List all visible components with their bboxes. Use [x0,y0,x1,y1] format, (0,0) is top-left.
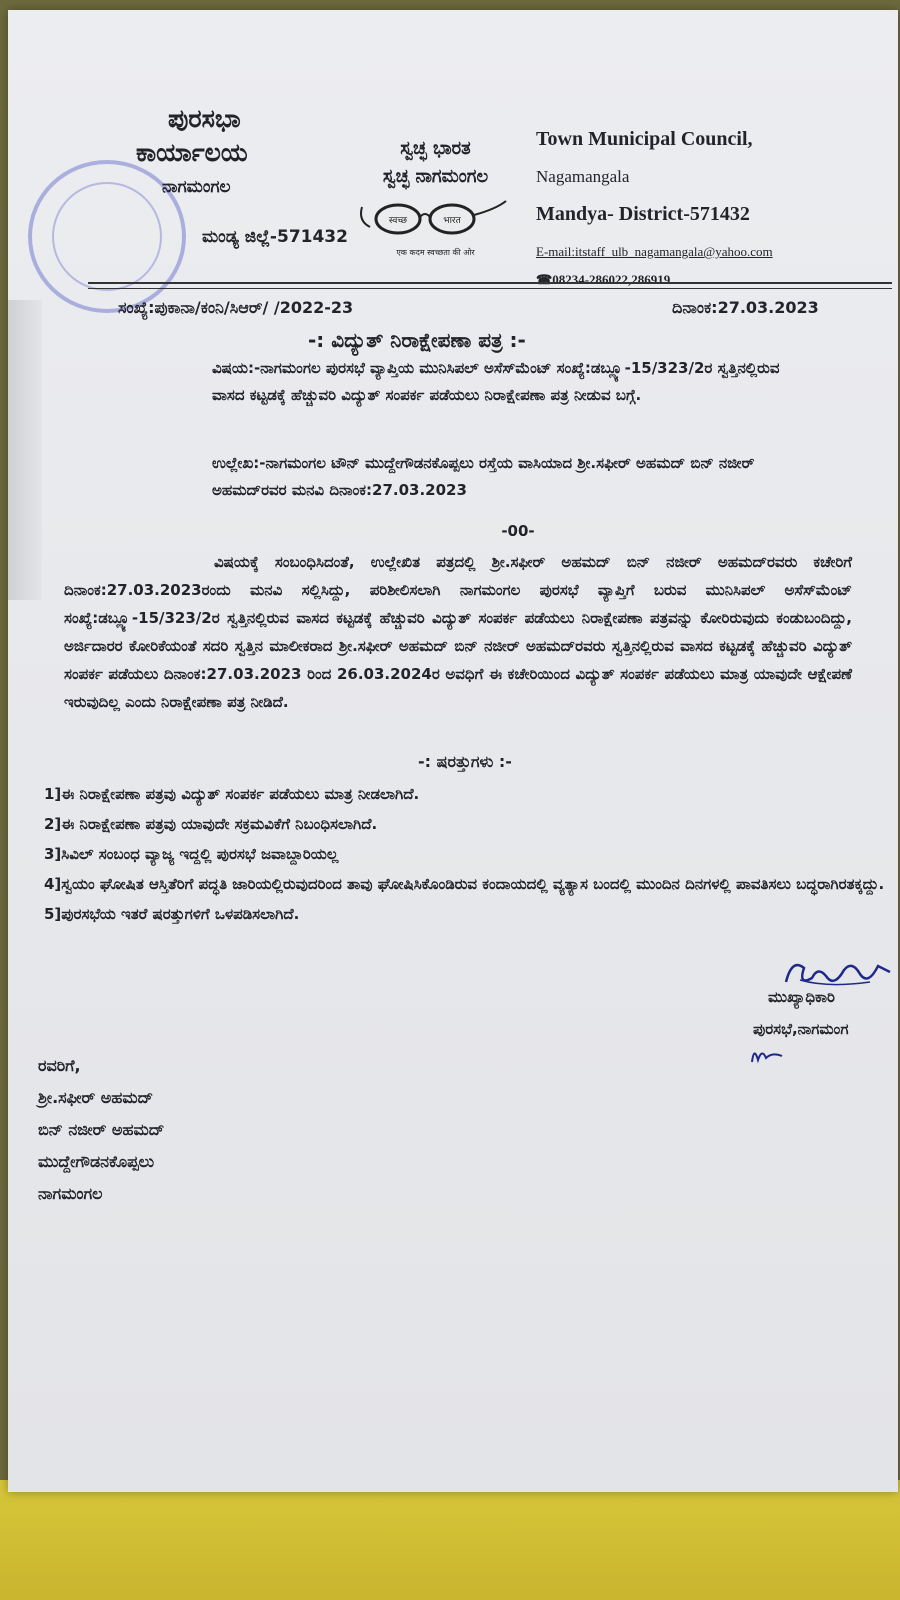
recipient-line: ನಾಗಮಂಗಲ [38,1184,103,1203]
letterhead-en-line2: Nagamangala [536,167,630,186]
swachh-glasses-logo-icon [356,197,516,241]
letterhead-kannada [116,102,348,254]
swachh-logo-right-text: भारत [442,216,461,226]
condition-item: 1]ಈ ನಿರಾಕ್ಷೇಪಣಾ ಪತ್ರವು ವಿದ್ಯುತ್ ಸಂಪರ್ಕ ಪಡೆಯಲು ಮಾತ್ರ ನೀಡಲಾಗಿದೆ. [44,785,420,803]
swachh-tagline: एक कदम स्वच्छता की ओर [396,248,475,257]
letterhead-kn-line1: ಪುರಸಭಾ [168,104,241,133]
handwritten-initials [748,1042,788,1066]
swachh-line2: ಸ್ವಚ್ಛ ನಾಗಮಂಗಲ [382,166,489,187]
letterhead-en-line3: Mandya- District-571432 [536,203,750,225]
subject-paragraph: ವಿಷಯ:-ನಾಗಮಂಗಲ ಪುರಸಭೆ ವ್ಯಾಪ್ತಿಯ ಮುನಿಸಿಪಲ್ ಅಸೆಸ್‌ಮೆಂಟ್ ಸಂಖ್ಯೆ:ಡಬ್ಲ್ಯೂ-15/323/2ರ ಸ್ವತ್ತಿನಲ್ಲಿರುವ ವಾಸದ ಕಟ್ಟಡಕ್ಕೆ ಹೆಚ್ಚುವರಿ ವಿದ್ಯುತ್ ಸಂಪರ್ಕ ಪಡೆಯಲು ನಿರಾಕ್ಷೇಪಣಾ ಪತ್ರ ನೀಡುವ ಬಗ್ಗೆ. [212,359,780,404]
signatory-office: ಪುರಸಭೆ,ನಾಗಮಂಗ [753,1020,849,1038]
section-divider: -00- [501,522,535,540]
signatory-title: ಮುಖ್ಯಾಧಿಕಾರಿ [768,988,835,1006]
letterhead-en-line1: Town Municipal Council, [536,128,753,150]
letterhead-phone-number: 08234-286022,286919 [552,272,671,287]
letter-date: ದಿನಾಂಕ:27.03.2023 [672,298,819,317]
recipient-address [38,1050,164,1210]
condition-item: 3]ಸಿವಿಲ್ ಸಂಬಂಧ ವ್ಯಾಜ್ಯ ಇದ್ದಲ್ಲಿ ಪುರಸಭೆ ಜವಾಬ್ದಾರಿಯಲ್ಲ [44,845,339,863]
letterhead-kn-line4: ಮಂಡ್ಯ ಜಿಲ್ಲೆ-571432 [202,227,348,247]
header-rule [88,282,892,284]
conditions-list [44,780,894,930]
body-paragraph: ವಿಷಯಕ್ಕೆ ಸಂಬಂಧಿಸಿದಂತೆ, ಉಲ್ಲೇಖಿತ ಪತ್ರದಲ್ಲಿ ಶ್ರೀ.ಸಫೀರ್ ಅಹಮದ್ ಬಿನ್ ನಜೀರ್ ಅಹಮದ್‌ರವರು ಕಚೇರಿಗೆ ದಿನಾಂಕ:27.03.2023ರಂದು ಮನವಿ ಸಲ್ಲಿಸಿದ್ದು, ಪರಿಶೀಲಿಸಲಾಗಿ ನಾಗಮಂಗಲ ಪುರಸಭೆ ವ್ಯಾಪ್ತಿಗೆ ಬರುವ ಮುನಿಸಿಪಲ್ ಅಸೆಸ್‌ಮೆಂಟ್ ಸಂಖ್ಯೆ:ಡಬ್ಲ್ಯೂ-15/323/2ರ ಸ್ವತ್ತಿನಲ್ಲಿರುವ ವಾಸದ ಕಟ್ಟಡಕ್ಕೆ ಹೆಚ್ಚುವರಿ ವಿದ್ಯುತ್ ಸಂಪರ್ಕ ಪಡೆಯಲು ನಿರಾಕ್ಷೇಪಣಾ ಪತ್ರವನ್ನು ಕೋರಿರುವುದು ಕಂಡುಬಂದಿದ್ದು, ಅರ್ಜಿದಾರರ ಕೋರಿಕೆಯಂತೆ ಸದರಿ ಸ್ವತ್ತಿನ ಮಾಲೀಕರಾದ ಶ್ರೀ.ಸಫೀರ್ ಅಹಮದ್ ಬಿನ್ ನಜೀರ್ ಅಹಮದ್‌ರವರು ಸ್ವತ್ತಿನಲ್ಲಿರುವ ವಾಸದ ಕಟ್ಟಡಕ್ಕೆ ಹೆಚ್ಚುವರಿ ವಿದ್ಯುತ್ ಸಂಪರ್ಕ ಪಡೆಯಲು ದಿನಾಂಕ:27.03.2023 ರಿಂದ 26.03.2024ರ ಅವಧಿಗೆ ಈ ಕಚೇರಿಯಿಂದ ವಿದ್ಯುತ್ ಸಂಪರ್ಕ ಪಡೆಯಲು ಮಾತ್ರ ಯಾವುದೇ ಆಕ್ಷೇಪಣೆ ಇರುವುದಿಲ್ಲ ಎಂದು ನಿರಾಕ್ಷೇಪಣಾ ಪತ್ರ ನೀಡಿದೆ. [64,553,852,711]
swachh-line1: ಸ್ವಚ್ಛ ಭಾರತ [400,138,471,159]
condition-item: 2]ಈ ನಿರಾಕ್ಷೇಪಣಾ ಪತ್ರವು ಯಾವುದೇ ಸಕ್ರಮವಿಕೆಗೆ ನಿಬಂಧಿಸಲಾಗಿದೆ. [44,815,378,833]
swachh-logo-left-text: स्वच्छ [388,216,407,226]
condition-item: 5]ಪುರಸಭೆಯ ಇತರೆ ಷರತ್ತುಗಳಿಗೆ ಒಳಪಡಿಸಲಾಗಿದೆ. [44,905,300,923]
recipient-line: ಶ್ರೀ.ಸಫೀರ್ ಅಹಮದ್ [38,1088,154,1107]
reference-number: ಸಂಖ್ಯೆ:ಪುಕಾನಾ/ಕಂನಿ/ಸಿಆರ್/ /2022-23 [118,298,354,317]
paper-fold-shadow [8,300,42,600]
document-title: -: ವಿದ್ಯುತ್ ನಿರಾಕ್ಷೇಪಣಾ ಪತ್ರ :- [308,328,526,352]
recipient-line: ಮುದ್ದೇಗೌಡನಕೊಪ್ಪಲು [38,1152,155,1171]
recipient-line: ಬಿನ್ ನಜೀರ್ ಅಹಮದ್ [38,1120,165,1139]
header-rule-thin [88,288,892,289]
letterhead-kn-line2: ಕಾರ್ಯಾಲಯ [136,138,248,167]
letterhead-email: E-mail:itstaff_ulb_nagamangala@yahoo.com [536,244,773,259]
reference-paragraph: ಉಲ್ಲೇಖ:-ನಾಗಮಂಗಲ ಟೌನ್ ಮುದ್ದೇಗೌಡನಕೊಪ್ಪಲು ರಸ್ತೆಯ ವಾಸಿಯಾದ ಶ್ರೀ.ಸಫೀರ್ ಅಹಮದ್ ಬಿನ್ ನಜೀರ್ ಅಹಮದ್‌ರವರ ಮನವಿ ದಿನಾಂಕ:27.03.2023 [212,454,755,499]
phone-icon: ☎ [536,272,553,287]
swachh-bharat-block [343,135,528,258]
conditions-heading: -: ಷರತ್ತುಗಳು :- [418,752,512,771]
letterhead-kn-line3: ನಾಗಮಂಗಲ [162,177,231,197]
condition-item: 4]ಸ್ವಯಂ ಘೋಷಿತ ಆಸ್ತಿತೆರಿಗೆ ಪದ್ಧತಿ ಜಾರಿಯಲ್ಲಿರುವುದರಿಂದ ತಾವು ಘೋಷಿಸಿಕೊಂಡಿರುವ ಕಂದಾಯದಲ್ಲಿ ವ್ಯತ್ಯಾಸ ಬಂದಲ್ಲಿ ಮುಂದಿನ ದಿನಗಳಲ್ಲಿ ಪಾವತಿಸಲು ಬದ್ಧರಾಗಿರತಕ್ಕದ್ದು. [44,875,885,893]
letterhead-english [536,128,773,288]
background-surface [0,1480,900,1600]
recipient-line: ರವರಿಗೆ, [38,1056,81,1075]
letter-page [8,10,898,1492]
letterhead-phone [536,272,773,288]
